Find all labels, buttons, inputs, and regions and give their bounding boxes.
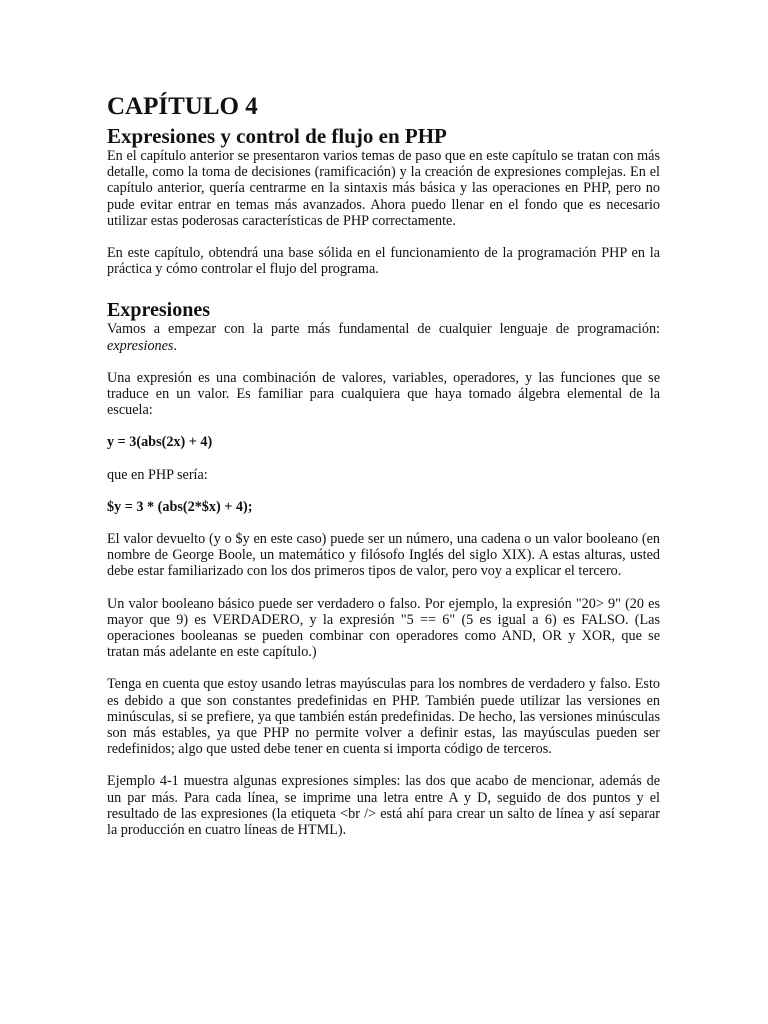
expresiones-paragraph-1-text: Vamos a empezar con la parte más fundamental de cualquier lenguaje de programación: <box>107 321 660 338</box>
chapter-title: Expresiones y control de flujo en PHP <box>107 124 447 148</box>
chapter-label: CAPÍTULO 4 <box>107 93 258 120</box>
formula-php: $y = 3 * (abs(2*$x) + 4); <box>107 498 253 515</box>
expresiones-paragraph-3: que en PHP sería: <box>107 466 208 483</box>
expresiones-paragraph-5: Un valor booleano básico puede ser verdadero o falso. Por ejemplo, la expresión "20> 9" (20 es mayor que 9) es VERDADERO, y la expresión "5 == 6" (5 es igual a 6) es FALSO. (Las operaciones booleanas se pueden combinar con operadores como AND, OR y XOR, que se tratan más adelante en este capítulo.) <box>107 595 660 661</box>
expresiones-paragraph-1 <box>107 321 660 353</box>
expresiones-paragraph-6: Tenga en cuenta que estoy usando letras mayúsculas para los nombres de verdadero y falso. Esto es debido a que son constantes predefinidas en PHP. También puede utilizar las versiones en minúsculas, si se prefiere, ya que también están predefinidas. De hecho, las versiones minúsculas son más estables, ya que PHP no permite volver a definir estas, las mayúsculas pueden ser redefinidos; algo que usted debe tener en cuenta si importa código de terceros. <box>107 676 660 758</box>
formula-algebra: y = 3(abs(2x) + 4) <box>107 434 213 451</box>
section-heading-expresiones: Expresiones <box>107 299 210 322</box>
expresiones-paragraph-4: El valor devuelto (y o $y en este caso) puede ser un número, una cadena o un valor booleano (en nombre de George Boole, un matemático y filósofo Inglés del siglo XIX). A estas alturas, usted debe estar familiarizado con los dos primeros tipos de valor, pero voy a explicar el tercero. <box>107 531 660 580</box>
expresiones-paragraph-1-end: . <box>173 337 177 354</box>
document-page <box>107 92 660 838</box>
expresiones-emphasis: expresiones <box>107 337 174 354</box>
intro-paragraph-2: En este capítulo, obtendrá una base sólida en el funcionamiento de la programación PHP en la práctica y cómo controlar el flujo del programa. <box>107 245 660 278</box>
intro-paragraph-1: En el capítulo anterior se presentaron varios temas de paso que en este capítulo se tratan con más detalle, como la toma de decisiones (ramificación) y la creación de expresiones complejas. En el capítulo anterior, quería centrarme en la sintaxis más básica y las operaciones en PHP, pero no pude evitar entrar en temas más avanzados. Ahora puedo llenar en el fondo que es necesario utilizar estas poderosas características de PHP correctamente. <box>107 148 660 229</box>
expresiones-paragraph-2: Una expresión es una combinación de valores, variables, operadores, y las funciones que se traduce en un valor. Es familiar para cualquiera que haya tomado álgebra elemental de la escuela: <box>107 369 660 419</box>
expresiones-paragraph-7: Ejemplo 4-1 muestra algunas expresiones simples: las dos que acabo de mencionar, además de un par más. Para cada línea, se imprime una letra entre A y D, seguido de dos puntos y el resultado de las expresiones (la etiqueta <br /> está ahí para crear un salto de línea y así separar la producción en cuatro líneas de HTML). <box>107 773 660 839</box>
